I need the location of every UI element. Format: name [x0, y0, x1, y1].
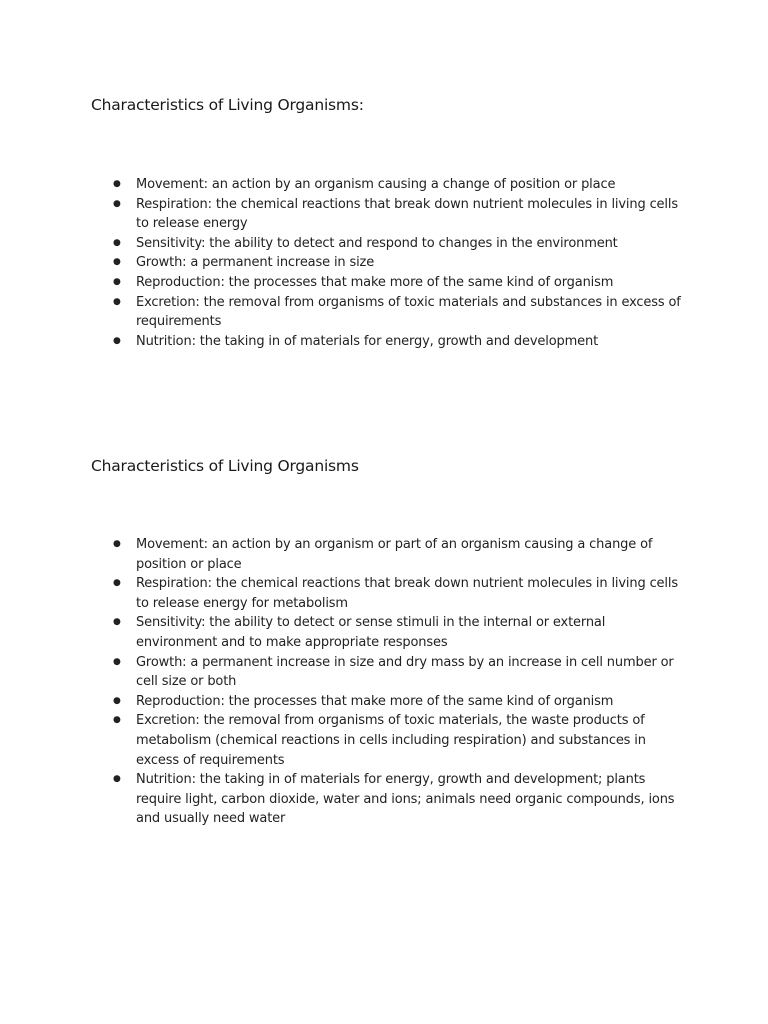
- bullet-icon: ●: [113, 237, 121, 248]
- list-item: [113, 175, 683, 195]
- bullet-icon: ●: [113, 257, 121, 268]
- bullet-icon: ●: [113, 617, 121, 628]
- list-item-text: Nutrition: the taking in of materials for energy, growth and development; plants require light, carbon dioxide, water and ions; animals need organic compounds, ions and usually need water: [136, 772, 675, 827]
- bullet-icon: ●: [113, 276, 121, 287]
- list-item: [113, 574, 683, 613]
- list-item-text: Respiration: the chemical reactions that break down nutrient molecules in living cells to release energy: [136, 196, 678, 232]
- list-item-text: Movement: an action by an organism causing a change of position or place: [136, 177, 616, 192]
- bullet-icon: ●: [113, 656, 121, 667]
- list-item: [113, 234, 683, 254]
- bullet-list: [113, 535, 683, 829]
- list-item-text: Excretion: the removal from organisms of toxic materials, the waste products of metabolism (chemical reactions in cells including respiration) and substances in excess of requirements: [136, 713, 646, 768]
- bullet-icon: ●: [113, 198, 121, 209]
- list-item: [113, 770, 683, 829]
- list-item-text: Growth: a permanent increase in size and dry mass by an increase in cell number or cell size or both: [136, 654, 674, 690]
- list-item-text: Movement: an action by an organism or part of an organism causing a change of position or place: [136, 537, 653, 572]
- bullet-icon: ●: [113, 695, 121, 706]
- bullet-icon: ●: [113, 578, 121, 589]
- bullet-icon: ●: [113, 539, 121, 549]
- bullet-icon: ●: [113, 715, 121, 726]
- list-item-text: Sensitivity: the ability to detect and respond to changes in the environment: [136, 235, 618, 251]
- list-item-text: Sensitivity: the ability to detect or sense stimuli in the internal or external environment and to make appropriate responses: [136, 615, 606, 650]
- list-item: [113, 711, 683, 770]
- list-item: [113, 653, 683, 692]
- section-heading: Characteristics of Living Organisms: [91, 457, 359, 475]
- bullet-icon: ●: [113, 774, 121, 785]
- list-item: [113, 332, 683, 352]
- list-item-text: Reproduction: the processes that make more of the same kind of organism: [136, 693, 614, 709]
- list-item-text: Growth: a permanent increase in size: [136, 255, 375, 271]
- list-item: [113, 195, 683, 234]
- list-item-text: Nutrition: the taking in of materials for energy, growth and development: [136, 333, 599, 349]
- section-heading: Characteristics of Living Organisms:: [91, 96, 364, 114]
- list-item-text: Respiration: the chemical reactions that break down nutrient molecules in living cells to release energy for metabolism: [136, 576, 678, 611]
- list-item: [113, 273, 683, 293]
- bullet-icon: ●: [113, 335, 121, 346]
- bullet-list: [113, 175, 683, 351]
- list-item-text: Excretion: the removal from organisms of toxic materials and substances in excess of requirements: [136, 294, 681, 330]
- bullet-icon: ●: [113, 296, 121, 307]
- list-item: [113, 535, 683, 574]
- list-item: [113, 692, 683, 712]
- list-item-text: Reproduction: the processes that make more of the same kind of organism: [136, 274, 614, 290]
- list-item: [113, 293, 683, 332]
- list-item: [113, 253, 683, 273]
- list-item: [113, 613, 683, 652]
- bullet-icon: ●: [113, 179, 121, 189]
